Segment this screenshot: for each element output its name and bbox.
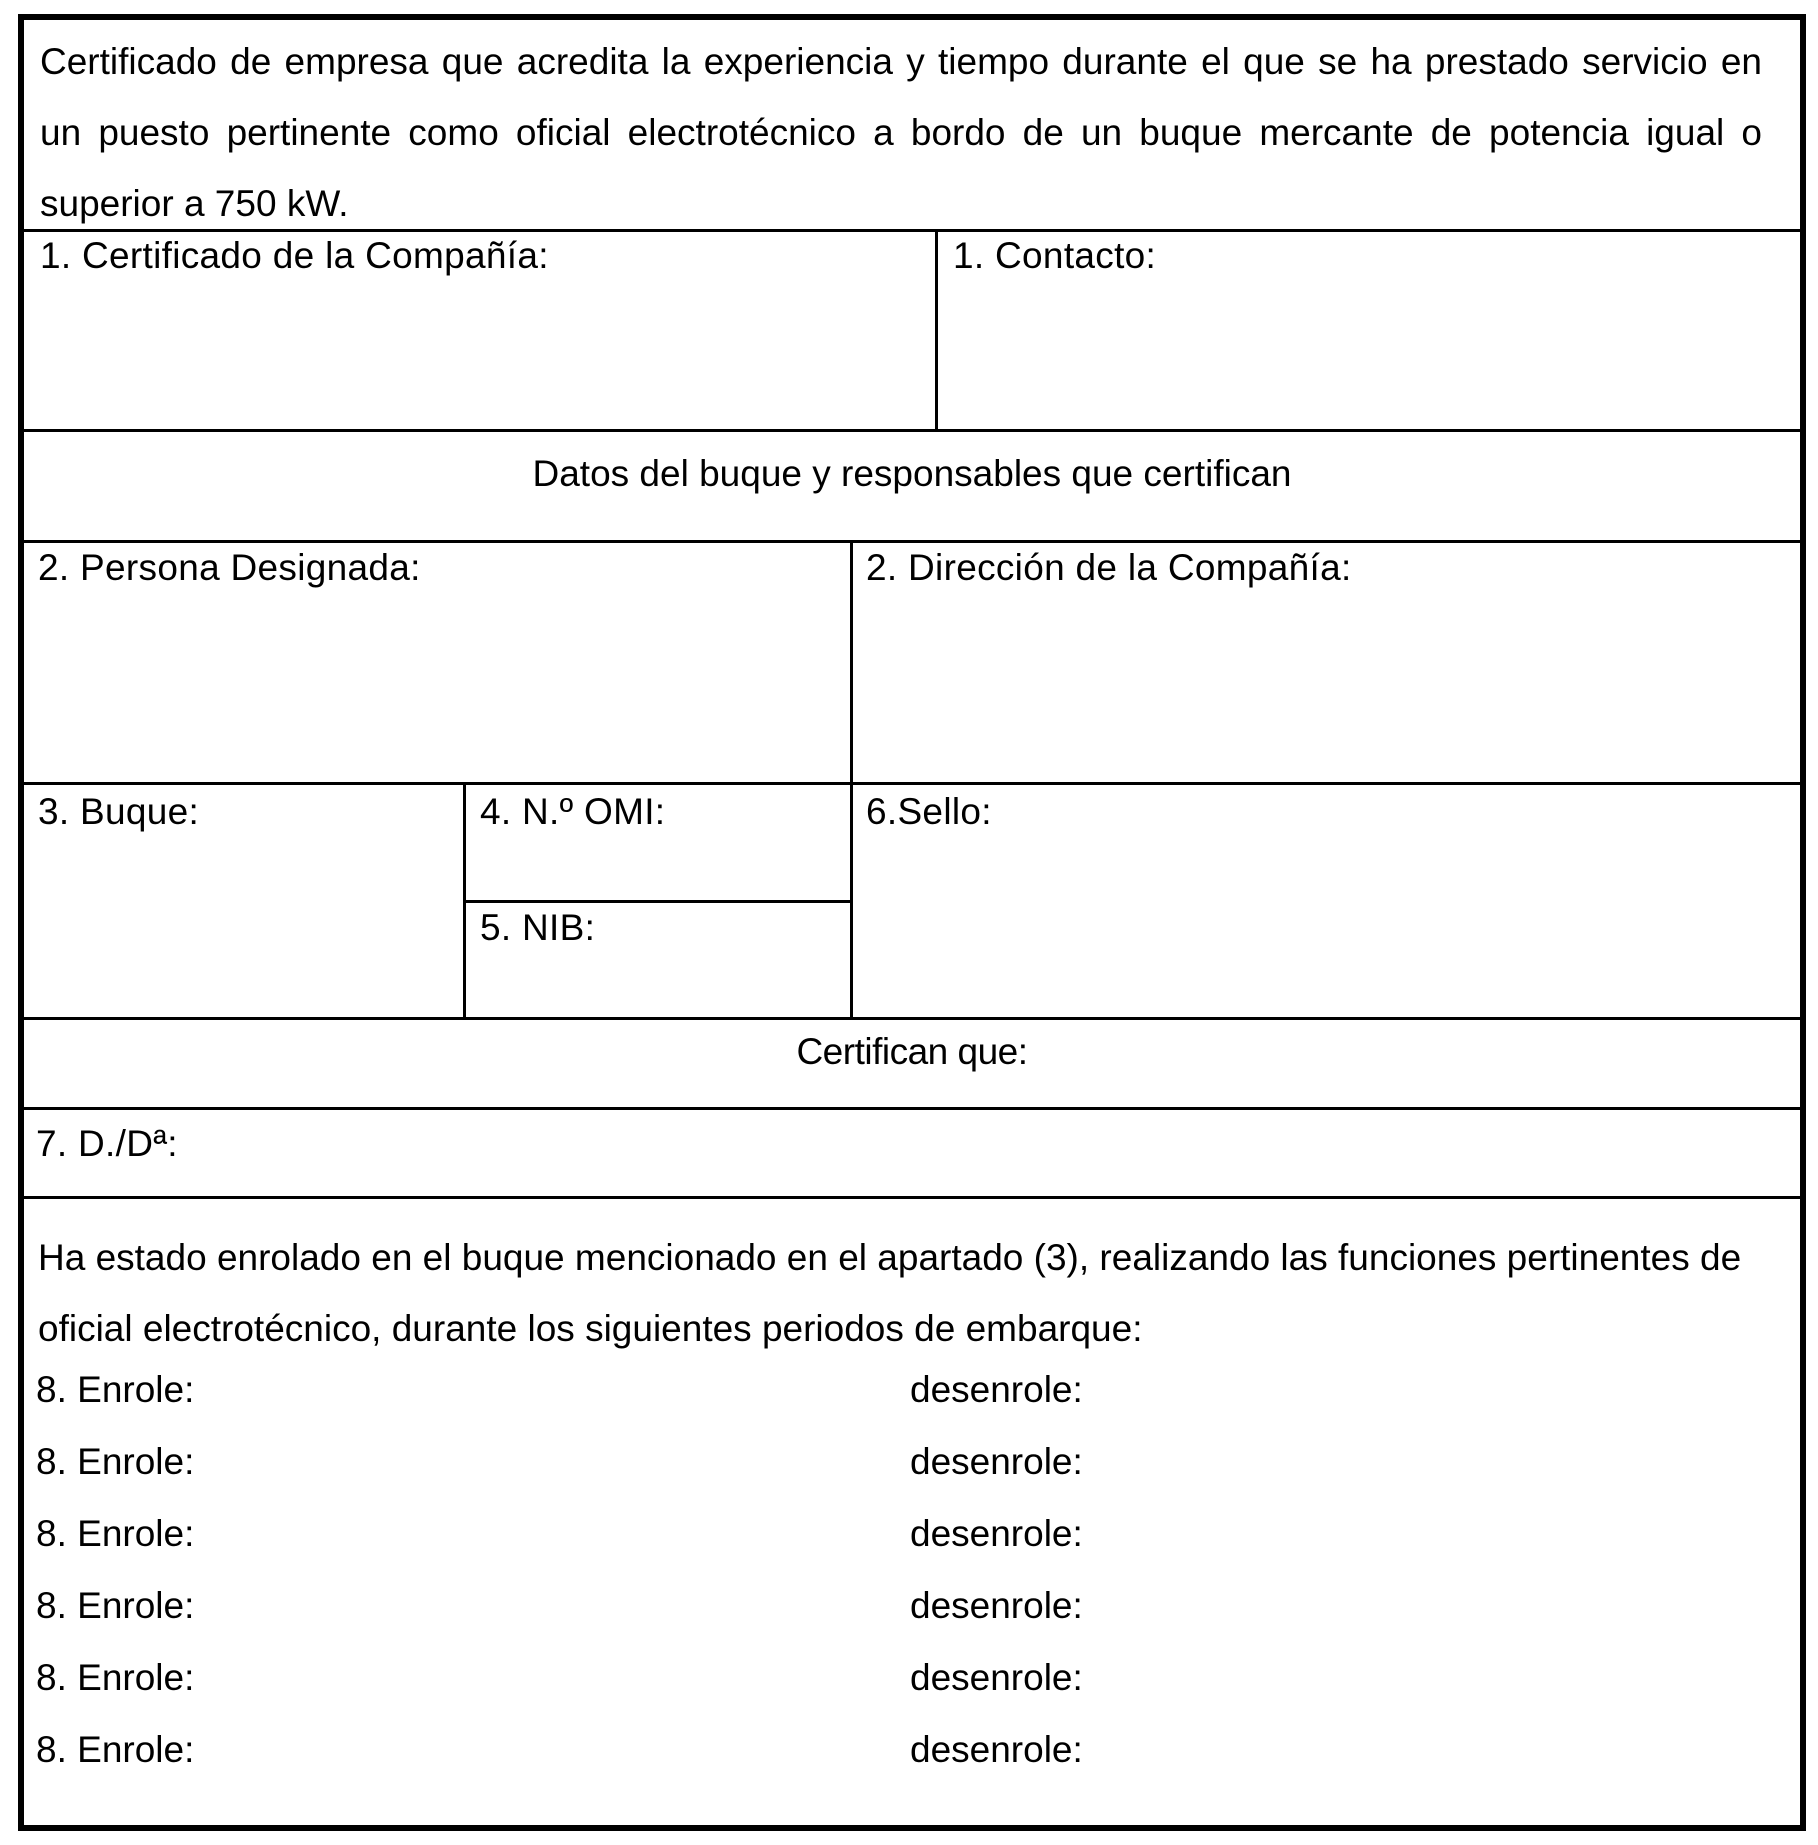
enrole-label: 8. Enrole: <box>36 1441 195 1482</box>
enrole-label: 8. Enrole: <box>36 1729 195 1770</box>
rule-after-ship-block <box>22 1017 1802 1020</box>
period-row <box>36 1648 1776 1708</box>
period-row <box>36 1360 1776 1420</box>
enrole-label: 8. Enrole: <box>36 1657 195 1698</box>
divider-company-contact <box>935 229 938 431</box>
ship-section-heading: Datos del buque y responsables que certifican <box>532 453 1292 494</box>
imo-number-label: 4. N.º OMI: <box>480 791 666 832</box>
period-row <box>36 1432 1776 1492</box>
nib-label: 5. NIB: <box>480 907 596 948</box>
enrole-label: 8. Enrole: <box>36 1513 195 1554</box>
seal-label: 6.Sello: <box>866 791 992 832</box>
intro-text: Certificado de empresa que acredita la experiencia y tiempo durante el que se ha prestado servicio en un puesto pertinente como oficial electrotécnico a bordo de un buque mercante de potencia igual o superior a 750 kW. <box>40 41 1762 224</box>
ship-label: 3. Buque: <box>38 791 200 832</box>
contact-label: 1. Contacto: <box>953 235 1157 276</box>
desenrole-label: desenrole: <box>910 1729 1083 1770</box>
period-row <box>36 1504 1776 1564</box>
person-label: 7. D./Dª: <box>36 1123 178 1164</box>
period-row <box>36 1576 1776 1636</box>
statement-text: Ha estado enrolado en el buque mencionado en el apartado (3), realizando las funciones pertinentes de oficial electrotécnico, durante los siguientes periodos de embarque: <box>38 1237 1742 1349</box>
divider-ship-imo <box>463 782 466 1019</box>
rule-after-certify-heading <box>22 1107 1802 1110</box>
certify-heading: Certifican que: <box>796 1031 1028 1072</box>
desenrole-label: desenrole: <box>910 1513 1083 1554</box>
designated-person-label: 2. Persona Designada: <box>38 547 421 588</box>
company-address-label: 2. Dirección de la Compañía: <box>866 547 1352 588</box>
enrole-label: 8. Enrole: <box>36 1369 195 1410</box>
divider-designated-address <box>850 540 853 1019</box>
desenrole-label: desenrole: <box>910 1369 1083 1410</box>
rule-between-imo-nib <box>465 900 852 903</box>
rule-after-designated <box>22 782 1802 785</box>
desenrole-label: desenrole: <box>910 1657 1083 1698</box>
enrole-label: 8. Enrole: <box>36 1585 195 1626</box>
rule-after-ship-heading <box>22 540 1802 543</box>
desenrole-label: desenrole: <box>910 1585 1083 1626</box>
desenrole-label: desenrole: <box>910 1441 1083 1482</box>
rule-after-person <box>22 1196 1802 1199</box>
rule-after-intro <box>22 229 1802 232</box>
period-row <box>36 1720 1776 1780</box>
company-certificate-label: 1. Certificado de la Compañía: <box>40 235 549 276</box>
rule-after-company <box>22 429 1802 432</box>
